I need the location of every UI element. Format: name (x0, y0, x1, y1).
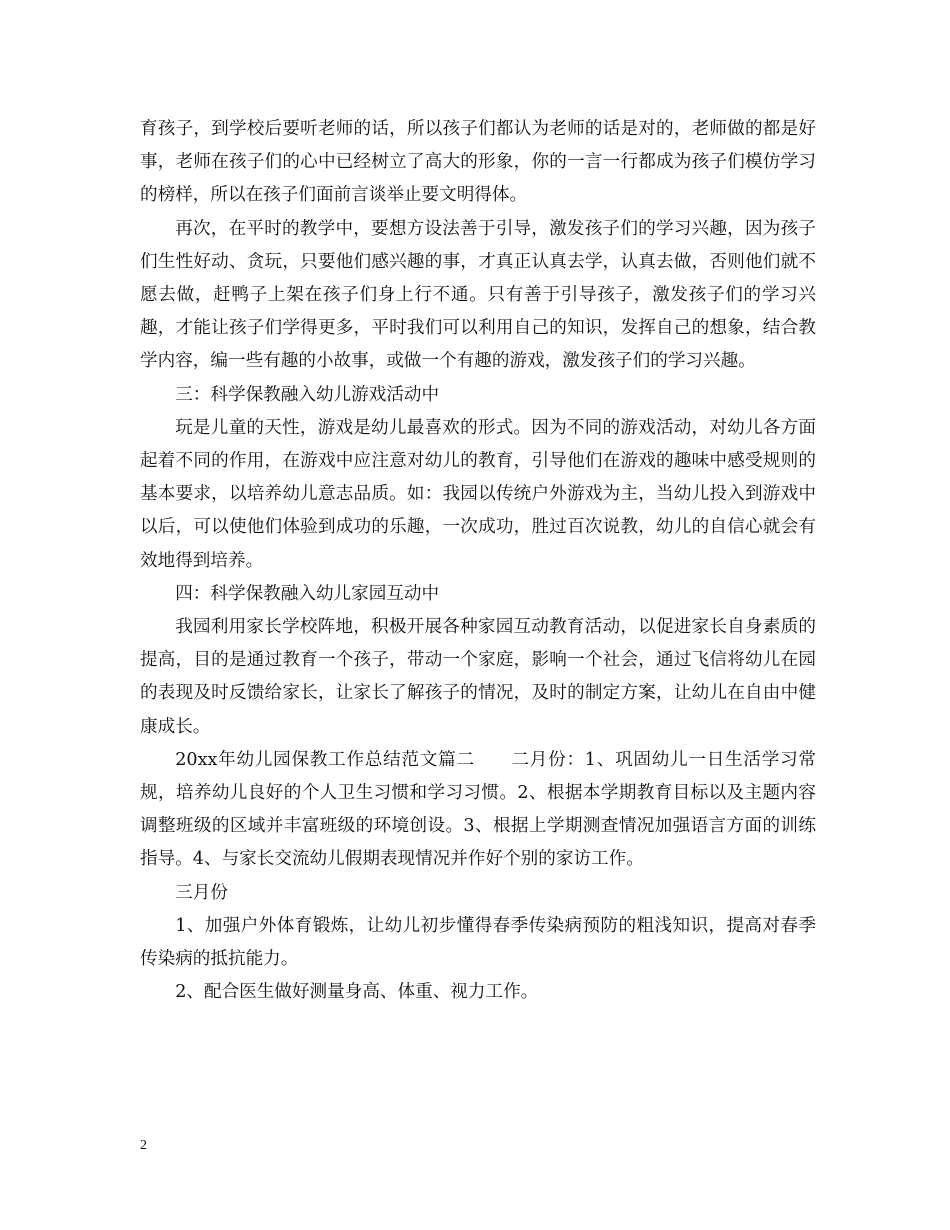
list-item-march-1: 1、加强户外体育锻炼，让幼儿初步懂得春季传染病预防的粗浅知识，提高对春季传染病的抵抗能力。 (140, 915, 816, 970)
paragraph-games: 玩是儿童的天性，游戏是幼儿最喜欢的形式。因为不同的游戏活动，对幼儿各方面起着不同的作用，在游戏中应注意对幼儿的教育，引导他们在游戏的趣味中感受规则的基本要求，以培养幼儿意志品质。如：我园以传统户外游戏为主，当幼儿投入到游戏中以后，可以使他们体验到成功的乐趣，一次成功，胜过百次说教，幼儿的自信心就会有效地得到培养。 (140, 417, 816, 571)
document-body (140, 113, 816, 1009)
paragraph-home-school: 我园利用家长学校阵地，积极开展各种家园互动教育活动，以促进家长自身素质的提高，目的是通过教育一个孩子，带动一个家庭，影响一个社会，通过飞信将幼儿在园的表现及时反馈给家长，让家长了解孩子的情况，及时的制定方案，让幼儿在自由中健康成长。 (140, 617, 816, 737)
paragraph-article-two: 20xx年幼儿园保教工作总结范文篇二 二月份：1、巩固幼儿一日生活学习常规，培养幼儿良好的个人卫生习惯和学习习惯。2、根据本学期教育目标以及主题内容调整班级的区域并丰富班级的环境创设。3、根据上学期测查情况加强语言方面的训练指导。4、与家长交流幼儿假期表现情况并作好个别的家访工作。 (140, 749, 816, 870)
paragraph-interest: 再次，在平时的教学中，要想方设法善于引导，激发孩子们的学习兴趣，因为孩子们生性好动、贪玩，只要他们感兴趣的事，才真正认真去学，认真去做，否则他们就不愿去做，赶鸭子上架在孩子们身上行不通。只有善于引导孩子，激发孩子们的学习兴趣，才能让孩子们学得更多，平时我们可以利用自己的知识，发挥自己的想象，结合教学内容，编一些有趣的小故事，或做一个有趣的游戏，激发孩子们的学习兴趣。 (140, 218, 816, 372)
section-heading-home-school: 四：科学保教融入幼儿家园互动中 (175, 583, 440, 604)
paragraph-continuation: 育孩子，到学校后要听老师的话，所以孩子们都认为老师的话是对的，老师做的都是好事，老师在孩子们的心中已经树立了高大的形象，你的一言一行都成为孩子们模仿学习的榜样，所以在孩子们面前言谈举止要文明得体。 (140, 119, 816, 206)
page-number: 2 (140, 1138, 147, 1153)
section-heading-games: 三：科学保教融入幼儿游戏活动中 (175, 384, 440, 405)
list-item-march-2: 2、配合医生做好测量身高、体重、视力工作。 (175, 982, 539, 1003)
heading-march: 三月份 (175, 882, 228, 903)
